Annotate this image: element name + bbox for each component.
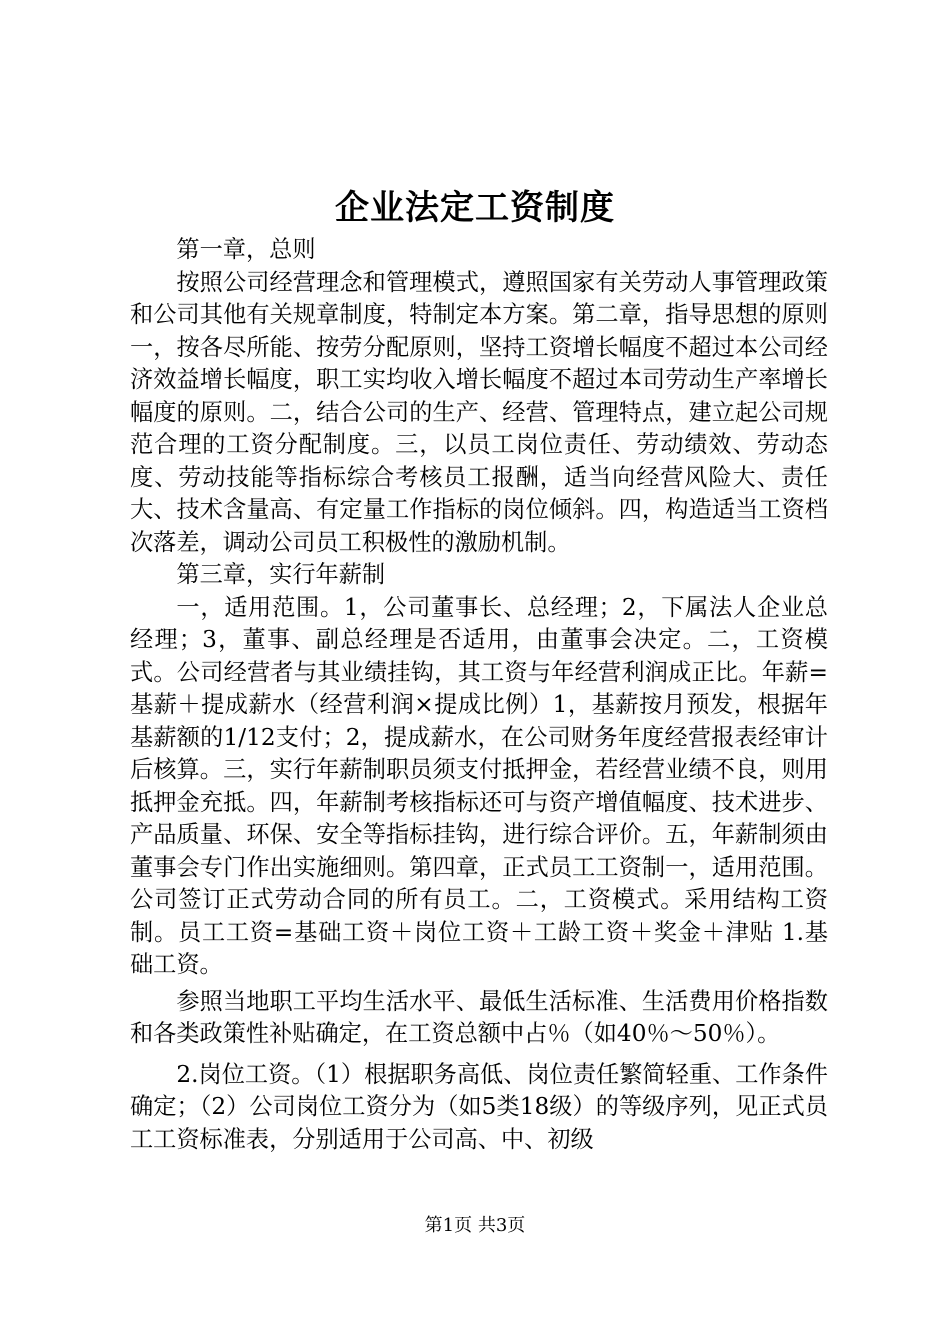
chapter-heading-general: 第一章，总则: [176, 236, 316, 263]
body-paragraph: 一，适用范围。1，公司董事长、总经理；2，下属法人企业总经理；3，董事、副总经理是否适用，由董事会决定。二，工资模式。公司经营者与其业绩挂钩，其工资与年经营利润成正比。年薪=基薪＋提成薪水（经营利润×提成比例）1，基薪按月预发，根据年基薪额的1/12支付；2，提成薪水，在公司财务年度经营报表经审计后核算。三，实行年薪制职员须支付抵押金，若经营业绩不良，则用抵押金充抵。四，年薪制考核指标还可与资产增值幅度、技术进步、产品质量、环保、安全等指标挂钩，进行综合评价。五，年薪制须由董事会专门作出实施细则。第四章，正式员工工资制一，适用范围。公司签订正式劳动合同的所有员工。二，工资模式。采用结构工资制。员工工资=基础工资＋岗位工资＋工龄工资＋奖金＋津贴 1.基础工资。: [130, 593, 828, 978]
body-paragraph: 参照当地职工平均生活水平、最低生活标准、生活费用价格指数和各类政策性补贴确定，在工资总额中占％（如40％～50％）。: [130, 987, 828, 1047]
body-paragraph: 按照公司经营理念和管理模式，遵照国家有关劳动人事管理政策和公司其他有关规章制度，特制定本方案。第二章，指导思想的原则一，按各尽所能、按劳分配原则，坚持工资增长幅度不超过本公司经济效益增长幅度，职工实均收入增长幅度不超过本司劳动生产率增长幅度的原则。二，结合公司的生产、经营、管理特点，建立起公司规范合理的工资分配制度。三，以员工岗位责任、劳动绩效、劳动态度、劳动技能等指标综合考核员工报酬，适当向经营风险大、责任大、技术含量高、有定量工作指标的岗位倾斜。四，构造适当工资档次落差，调动公司员工积极性的激励机制。: [130, 268, 828, 556]
page-number-footer: 第1页 共3页: [424, 1215, 526, 1236]
body-paragraph: 2.岗位工资。（1）根据职务高低、岗位责任繁简轻重、工作条件确定；（2）公司岗位工资分为（如5类18级）的等级序列，见正式员工工资标准表，分别适用于公司高、中、初级: [130, 1060, 828, 1153]
document-title: 企业法定工资制度: [335, 188, 615, 228]
document-body: [130, 234, 828, 1156]
chapter-heading-annual-salary: 第三章，实行年薪制: [176, 561, 386, 588]
